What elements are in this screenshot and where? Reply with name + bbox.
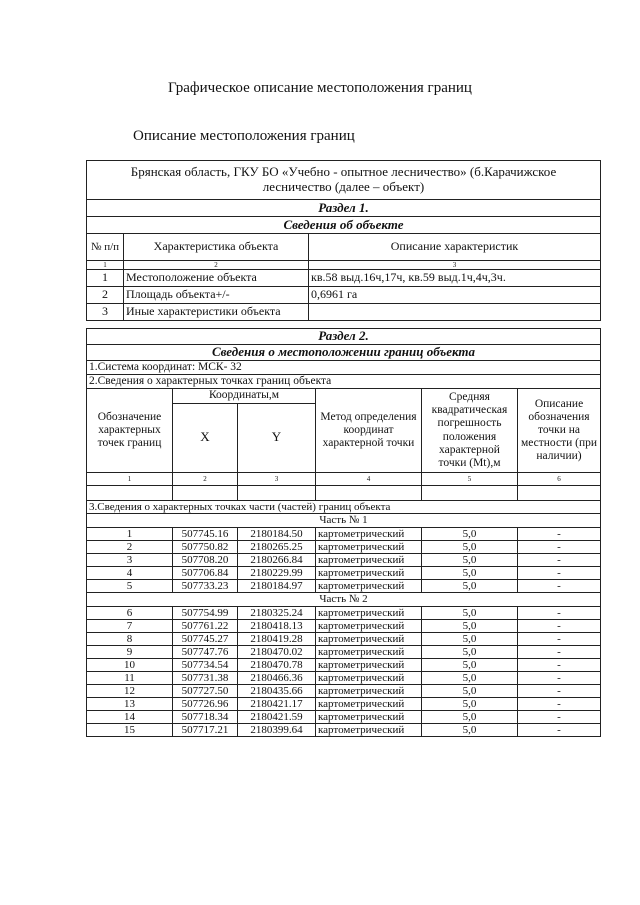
row-desc (309, 304, 601, 321)
error: 5,0 (422, 671, 518, 684)
empty-row (87, 485, 601, 500)
point-id: 15 (87, 723, 173, 736)
row-num: 3 (87, 304, 124, 321)
point-id: 5 (87, 579, 173, 592)
point-desc: - (518, 606, 601, 619)
method: картометрический (316, 684, 422, 697)
error: 5,0 (422, 632, 518, 645)
section2-subtitle: Сведения о местоположении границ объекта (87, 345, 601, 361)
col-number-3: 3 (309, 261, 601, 270)
point-id: 1 (87, 527, 173, 540)
error: 5,0 (422, 710, 518, 723)
object-header-line1: Брянская область, ГКУ БО «Учебно - опытное лесничество» (б.Карачижское (130, 164, 557, 180)
point-id: 14 (87, 710, 173, 723)
method: картометрический (316, 632, 422, 645)
error: 5,0 (422, 723, 518, 736)
point-desc: - (518, 632, 601, 645)
coord-system: 1.Система координат: МСК- 32 (87, 361, 601, 375)
table-row (87, 553, 601, 566)
coord-x: 507726.96 (173, 697, 238, 710)
error: 5,0 (422, 540, 518, 553)
coord-y: 2180229.99 (238, 566, 316, 579)
coord-y: 2180265.25 (238, 540, 316, 553)
point-desc: - (518, 619, 601, 632)
coord-y: 2180419.28 (238, 632, 316, 645)
point-desc: - (518, 645, 601, 658)
point-desc: - (518, 671, 601, 684)
coord-x: 507717.21 (173, 723, 238, 736)
col-point: Обозначение характерных точек границ (87, 389, 173, 472)
coord-y: 2180184.97 (238, 579, 316, 592)
table-row (87, 723, 601, 736)
point-id: 12 (87, 684, 173, 697)
method: картометрический (316, 619, 422, 632)
point-id: 2 (87, 540, 173, 553)
coord-x: 507727.50 (173, 684, 238, 697)
error: 5,0 (422, 697, 518, 710)
point-id: 9 (87, 645, 173, 658)
col-header-characteristic: Характеристика объекта (124, 234, 309, 261)
col-coords: Координаты,м (173, 389, 316, 403)
col-y: Y (238, 403, 316, 472)
method: картометрический (316, 606, 422, 619)
coord-y: 2180470.02 (238, 645, 316, 658)
point-desc: - (518, 579, 601, 592)
error: 5,0 (422, 619, 518, 632)
parts-header: 3.Сведения о характерных точках части (частей) границ объекта (87, 500, 601, 514)
method: картометрический (316, 697, 422, 710)
point-desc: - (518, 540, 601, 553)
coord-y: 2180466.36 (238, 671, 316, 684)
method: картометрический (316, 553, 422, 566)
table-row (87, 658, 601, 671)
error: 5,0 (422, 579, 518, 592)
method: картометрический (316, 671, 422, 684)
col-number-6: 6 (518, 472, 601, 485)
point-id: 4 (87, 566, 173, 579)
coord-y: 2180470.78 (238, 658, 316, 671)
point-desc: - (518, 566, 601, 579)
table-row (87, 527, 601, 540)
error: 5,0 (422, 658, 518, 671)
table-row (87, 697, 601, 710)
method: картометрический (316, 723, 422, 736)
section1-row (87, 287, 601, 304)
point-desc: - (518, 710, 601, 723)
coord-x: 507733.23 (173, 579, 238, 592)
col-method: Метод определения координат характерной точки (316, 389, 422, 472)
coord-y: 2180435.66 (238, 684, 316, 697)
points-header: 2.Сведения о характерных точках границ объекта (87, 375, 601, 389)
coord-x: 507754.99 (173, 606, 238, 619)
col-number-5: 5 (422, 472, 518, 485)
table-row (87, 632, 601, 645)
section1-row (87, 270, 601, 287)
coord-x: 507750.82 (173, 540, 238, 553)
coord-x: 507761.22 (173, 619, 238, 632)
col-number-1: 1 (87, 261, 124, 270)
section1-table (86, 160, 601, 321)
coord-y: 2180399.64 (238, 723, 316, 736)
object-header (87, 161, 601, 200)
table-row (87, 671, 601, 684)
error: 5,0 (422, 645, 518, 658)
coord-x: 507731.38 (173, 671, 238, 684)
part1-rows (87, 527, 601, 592)
table-row (87, 684, 601, 697)
col-header-description: Описание характеристик (309, 234, 601, 261)
coord-x: 507718.34 (173, 710, 238, 723)
col-x: X (173, 403, 238, 472)
error: 5,0 (422, 553, 518, 566)
point-desc: - (518, 553, 601, 566)
object-header-line2: лесничество (далее – объект) (262, 179, 425, 194)
col-number-3: 3 (238, 472, 316, 485)
row-name: Площадь объекта+/- (124, 287, 309, 304)
coord-y: 2180184.50 (238, 527, 316, 540)
method: картометрический (316, 658, 422, 671)
point-desc: - (518, 684, 601, 697)
coord-y: 2180266.84 (238, 553, 316, 566)
part1-label: Часть № 1 (87, 514, 601, 528)
method: картометрический (316, 527, 422, 540)
method: картометрический (316, 710, 422, 723)
coord-x: 507747.76 (173, 645, 238, 658)
point-desc: - (518, 723, 601, 736)
table-row (87, 579, 601, 592)
coord-y: 2180421.17 (238, 697, 316, 710)
point-id: 11 (87, 671, 173, 684)
col-number-4: 4 (316, 472, 422, 485)
section1-subtitle: Сведения об объекте (87, 217, 601, 234)
col-number-1: 1 (87, 472, 173, 485)
point-id: 7 (87, 619, 173, 632)
point-id: 6 (87, 606, 173, 619)
coord-x: 507706.84 (173, 566, 238, 579)
error: 5,0 (422, 684, 518, 697)
point-id: 3 (87, 553, 173, 566)
table-row (87, 645, 601, 658)
method: картометрический (316, 579, 422, 592)
part2-label: Часть № 2 (87, 592, 601, 606)
col-header-num: № п/п (87, 234, 124, 261)
point-desc: - (518, 658, 601, 671)
point-id: 10 (87, 658, 173, 671)
document-subtitle: Описание местоположения границ (133, 128, 355, 144)
col-number-2: 2 (124, 261, 309, 270)
section2-title: Раздел 2. (87, 329, 601, 345)
point-desc: - (518, 697, 601, 710)
coord-x: 507734.54 (173, 658, 238, 671)
col-error: Средняя квадратическая погрешность положения характерной точки (Mt),м (422, 389, 518, 472)
row-name: Иные характеристики объекта (124, 304, 309, 321)
coord-y: 2180421.59 (238, 710, 316, 723)
method: картометрический (316, 566, 422, 579)
row-num: 2 (87, 287, 124, 304)
coord-y: 2180325.24 (238, 606, 316, 619)
row-desc: кв.58 выд.16ч,17ч, кв.59 выд.1ч,4ч,3ч. (309, 270, 601, 287)
row-desc: 0,6961 га (309, 287, 601, 304)
table-row (87, 540, 601, 553)
part2-rows (87, 606, 601, 736)
error: 5,0 (422, 566, 518, 579)
coord-y: 2180418.13 (238, 619, 316, 632)
error: 5,0 (422, 527, 518, 540)
coord-x: 507708.20 (173, 553, 238, 566)
table-row (87, 566, 601, 579)
point-id: 8 (87, 632, 173, 645)
point-desc: - (518, 527, 601, 540)
table-row (87, 710, 601, 723)
method: картометрический (316, 645, 422, 658)
section1-row (87, 304, 601, 321)
method: картометрический (316, 540, 422, 553)
section1-title: Раздел 1. (87, 200, 601, 217)
col-number-2: 2 (173, 472, 238, 485)
table-row (87, 619, 601, 632)
table-row (87, 606, 601, 619)
coord-x: 507745.16 (173, 527, 238, 540)
document-title: Графическое описание местоположения границ (168, 80, 472, 96)
coord-x: 507745.27 (173, 632, 238, 645)
point-id: 13 (87, 697, 173, 710)
row-num: 1 (87, 270, 124, 287)
section2-table (86, 328, 601, 737)
col-desc: Описание обозначения точки на местности (при наличии) (518, 389, 601, 472)
row-name: Местоположение объекта (124, 270, 309, 287)
error: 5,0 (422, 606, 518, 619)
